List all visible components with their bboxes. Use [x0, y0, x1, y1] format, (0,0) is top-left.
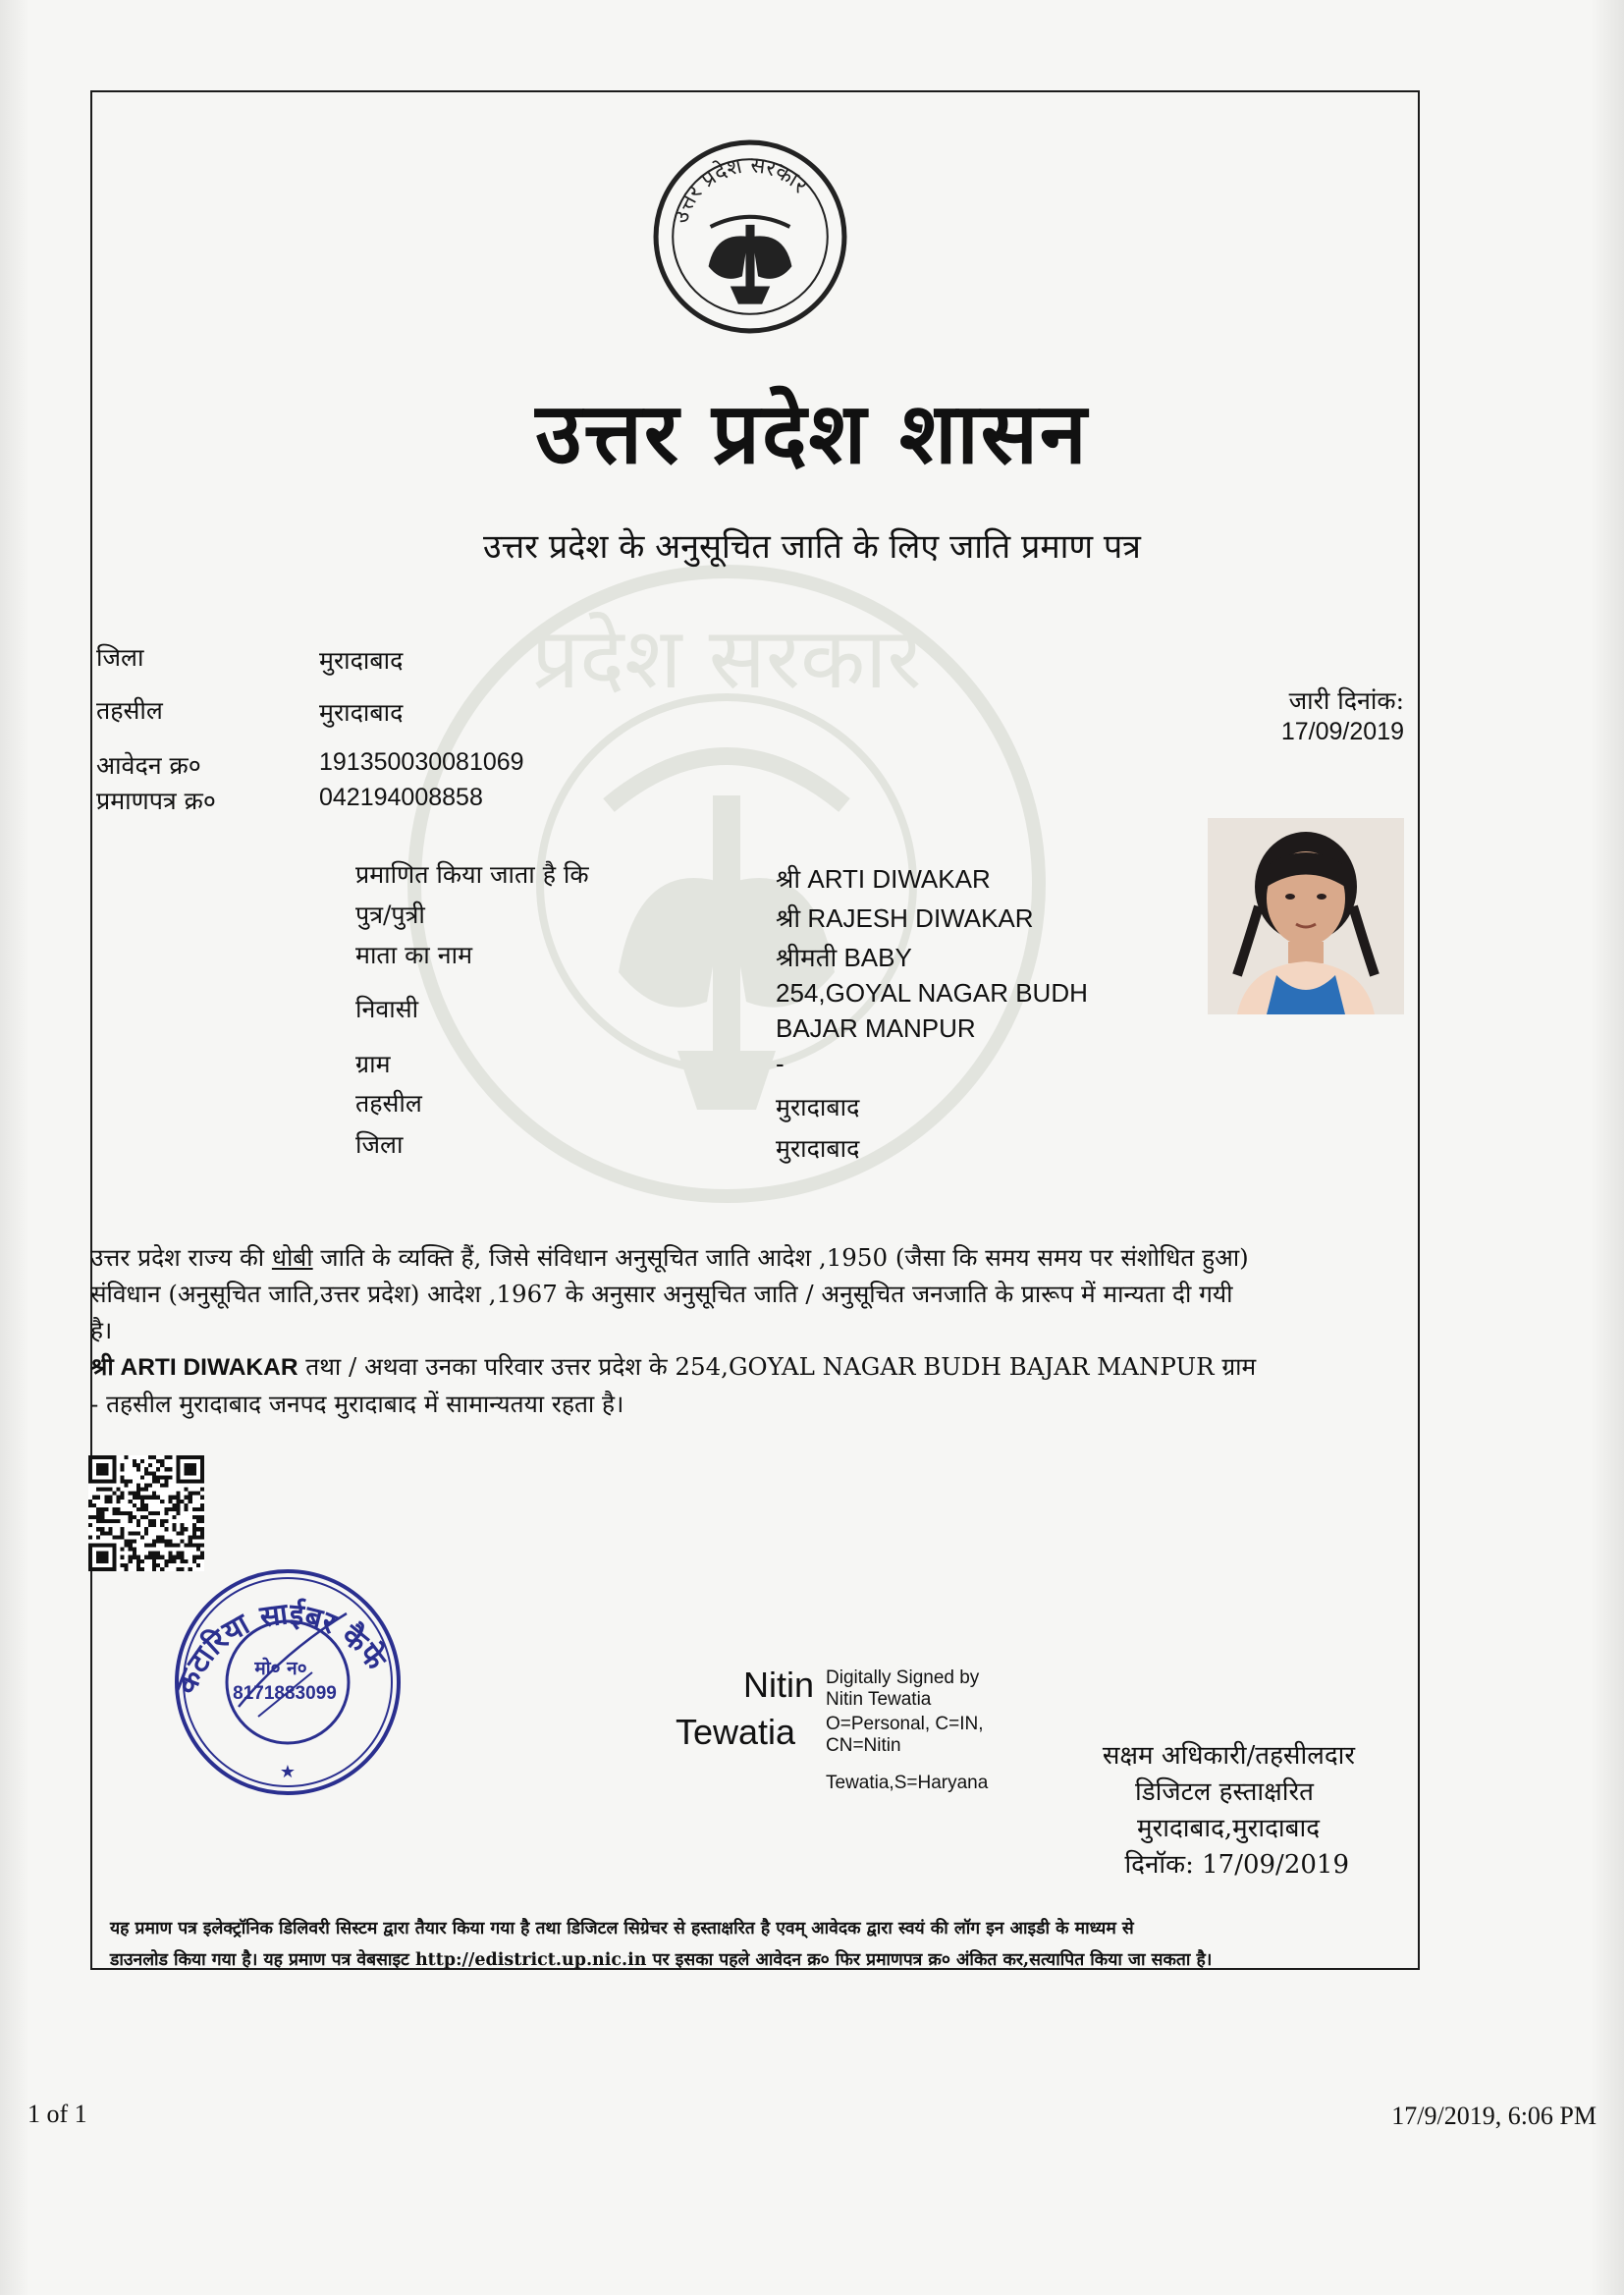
authority-digital-signed: डिजिटल हस्ताक्षरित — [1135, 1777, 1314, 1807]
detail-label-district: जिला — [355, 1130, 404, 1159]
detail-value-address-1: 254,GOYAL NAGAR BUDH — [776, 978, 1088, 1008]
detail-value-address-2: BAJAR MANPUR — [776, 1013, 976, 1043]
digital-signature-line: O=Personal, C=IN, — [826, 1714, 984, 1734]
svg-text:प्रदेश सरकार: प्रदेश सरकार — [531, 610, 922, 708]
detail-value-village: - — [776, 1049, 785, 1078]
detail-label-tehsil: तहसील — [355, 1089, 422, 1118]
authority-date: दिनॉक: 17/09/2019 — [1124, 1850, 1349, 1880]
digital-signature-line: CN=Nitin — [826, 1735, 901, 1756]
detail-value-tehsil: मुरादाबाद — [776, 1093, 860, 1121]
detail-label-resident: निवासी — [355, 995, 419, 1023]
detail-label-child-of: पुत्र/पुत्री — [355, 901, 425, 929]
certificate-number-label: प्रमाणपत्र क्र० — [96, 787, 216, 815]
page-title: उत्तर प्रदेश शासन — [535, 384, 1089, 483]
footer-note-line: यह प्रमाण पत्र इलेक्ट्रॉनिक डिलिवरी सिस्टम द्वारा तैयार किया गया है तथा डिजिटल सिग्रेचर से हस्ताक्षरित है एवम् आवेदक द्वारा स्वयं की लॉग इन आइडी के माध्यम से — [110, 1919, 1134, 1939]
caste-name: धोबी — [271, 1243, 313, 1272]
district-label: जिला — [96, 643, 144, 672]
page-count: 1 of 1 — [27, 2100, 87, 2128]
footer-note — [110, 1913, 1386, 1976]
qr-code-icon — [88, 1455, 204, 1571]
detail-label-village: ग्राम — [355, 1050, 391, 1078]
detail-value-mother: श्रीमती BABY — [776, 943, 912, 972]
detail-label-mother: माता का नाम — [355, 941, 473, 969]
emblem-arc-text: उत्तर प्रदेश सरकार — [668, 152, 813, 227]
digital-signature-line: Digitally Signed by — [826, 1667, 980, 1688]
body-line-3: है। — [90, 1316, 113, 1344]
footer-note-line: डाउनलोड किया गया है। यह प्रमाण पत्र वेबसाइट http://edistrict.up.nic.in पर इसका पहले आवेदन क्र० फिर प्रमाणपत्र क्र० अंकित कर,सत्यापित किया जा सकता है। — [110, 1950, 1213, 1970]
authority-location: मुरादाबाद,मुरादाबाद — [1137, 1814, 1320, 1843]
detail-label-certified: प्रमाणित किया जाता है कि — [355, 860, 589, 889]
stamp-phone-number: 8171883099 — [233, 1683, 337, 1704]
detail-value-name: श्री ARTI DIWAKAR — [776, 864, 991, 894]
signer-name-line1: Nitin — [743, 1665, 815, 1705]
issue-date-label: जारी दिनांक: — [1288, 686, 1404, 715]
certificate-body — [90, 1239, 1386, 1422]
body-text: जाति के व्यक्ति हैं, जिसे संविधान अनुसूचित जाति आदेश ,1950 (जैसा कि समय समय पर संशोधित हुआ) — [312, 1243, 1249, 1272]
application-number-value: 191350030081069 — [319, 748, 524, 776]
print-timestamp: 17/9/2019, 6:06 PM — [1391, 2102, 1597, 2130]
application-number-label: आवेदन क्र० — [96, 751, 201, 780]
body-line-5: - तहसील मुरादाबाद जनपद मुरादाबाद में सामान्यतया रहता है। — [90, 1390, 624, 1418]
tehsil-value: मुरादाबाद — [319, 698, 404, 727]
body-line-2: संविधान (अनुसूचित जाति,उत्तर प्रदेश) आदेश ,1967 के अनुसार अनुसूचित जाति / अनुसूचित जनजाति के प्रारूप में मान्यता दी गयी — [90, 1280, 1233, 1308]
authority-block — [962, 1738, 1355, 1884]
stamp-arc-text: कटारिया साईबर कैफे — [169, 1597, 393, 1699]
up-government-emblem-icon — [651, 137, 849, 336]
applicant-name-bold: श्री ARTI DIWAKAR — [90, 1354, 298, 1381]
body-text: उत्तर प्रदेश राज्य की — [90, 1243, 272, 1272]
applicant-photo — [1208, 818, 1404, 1014]
detail-value-district: मुरादाबाद — [776, 1134, 860, 1163]
signer-name-line2: Tewatia — [676, 1712, 796, 1752]
body-text: तथा / अथवा उनका परिवार उत्तर प्रदेश के 254,GOYAL NAGAR BUDH BAJAR MANPUR ग्राम — [298, 1352, 1257, 1381]
certificate-number-value: 042194008858 — [319, 784, 483, 811]
cyber-cafe-stamp — [165, 1559, 410, 1805]
digital-signature-line: Nitin Tewatia — [826, 1689, 932, 1710]
issue-date-value: 17/09/2019 — [1280, 718, 1404, 745]
digital-signature-line: Tewatia,S=Haryana — [826, 1773, 989, 1793]
authority-title: सक्षम अधिकारी/तहसीलदार — [1102, 1741, 1355, 1771]
body-line-4 — [90, 1348, 1386, 1386]
detail-value-father: श्री RAJESH DIWAKAR — [776, 903, 1034, 933]
svg-text:★: ★ — [279, 1762, 297, 1782]
tehsil-label: तहसील — [96, 696, 163, 725]
certificate-subtitle: उत्तर प्रदेश के अनुसूचित जाति के लिए जाति प्रमाण पत्र — [483, 527, 1141, 567]
stamp-inner-label: मो० न० — [254, 1658, 307, 1679]
district-value: मुरादाबाद — [319, 646, 404, 675]
body-line-1 — [90, 1239, 1386, 1276]
